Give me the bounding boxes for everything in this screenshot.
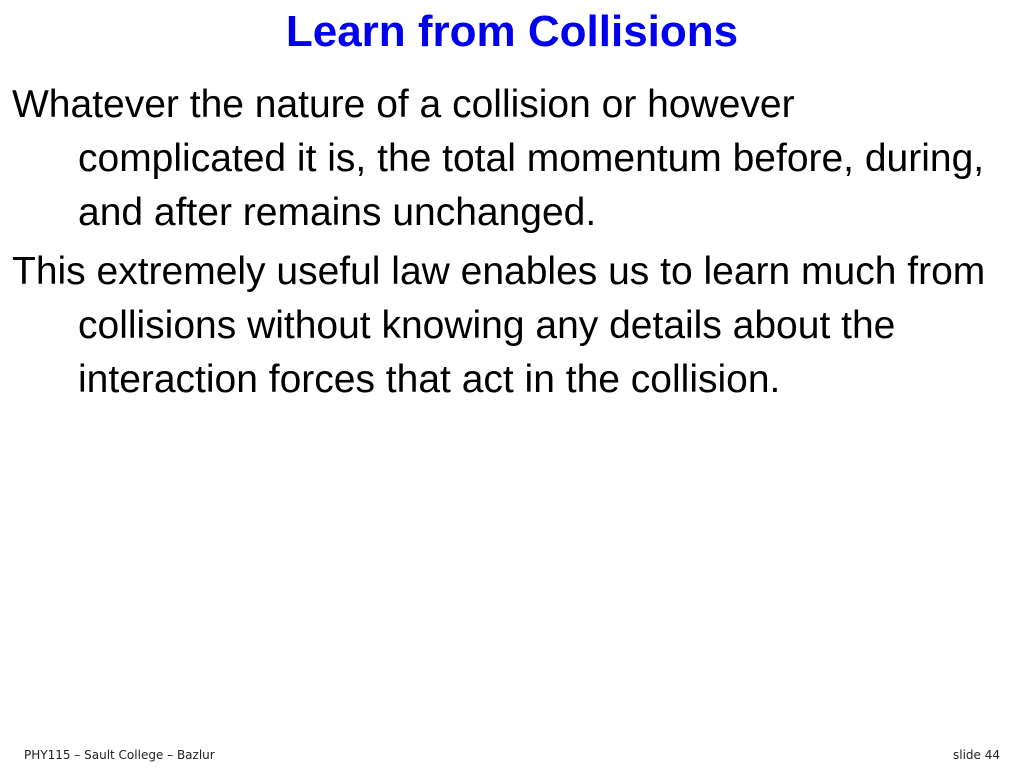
bullet-paragraph: This extremely useful law enables us to learn much from collisions without knowing any details about the interaction forces that act in the collision. [12,250,986,401]
bullet-paragraph: Whatever the nature of a collision or however complicated it is, the total momentum before, during, and after remains unchanged. [12,83,985,234]
footer-slide-number: slide 44 [952,748,1000,762]
slide-body [12,78,1012,412]
slide-title: Learn from Collisions [285,7,739,56]
footer-course-info: PHY115 – Sault College – Bazlur [24,748,215,762]
